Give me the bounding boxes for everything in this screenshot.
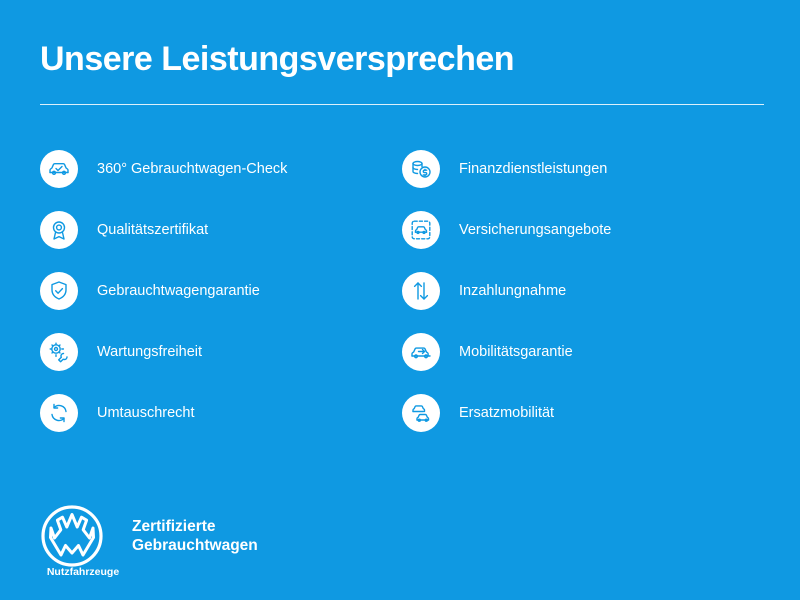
list-item[interactable] [40, 211, 402, 249]
list-item-label: Ersatzmobilität [459, 405, 555, 421]
list-item[interactable] [402, 394, 764, 432]
list-item[interactable] [40, 150, 402, 188]
feature-column-left [40, 150, 402, 432]
list-item-label: Wartungsfreiheit [97, 344, 203, 360]
page-title: Unsere Leistungsversprechen [40, 40, 515, 78]
list-item-label: Versicherungsangebote [459, 222, 612, 238]
list-item-label: Mobilitätsgarantie [459, 344, 573, 360]
coins-document-icon [402, 150, 440, 188]
list-item[interactable] [402, 333, 764, 371]
title-divider [40, 104, 764, 105]
up-down-arrows-icon [402, 272, 440, 310]
exchange-arrows-icon [40, 394, 78, 432]
footer-headline-line1: Zertifizierte [132, 517, 216, 535]
list-item[interactable] [402, 211, 764, 249]
feature-column-right [402, 150, 764, 432]
wrench-gear-icon [40, 333, 78, 371]
list-item-label: Finanzdienstleistungen [459, 161, 608, 177]
car-arrow-icon [402, 333, 440, 371]
footer-headline-line2: Gebrauchtwagen [132, 537, 258, 554]
list-item-label: 360° Gebrauchtwagen-Check [97, 161, 288, 177]
list-item[interactable] [40, 333, 402, 371]
list-item-label: Inzahlungnahme [459, 283, 567, 299]
list-item-label: Umtauschrecht [97, 405, 195, 421]
list-item[interactable] [402, 150, 764, 188]
list-item[interactable] [40, 272, 402, 310]
vw-logo [40, 504, 120, 578]
car-insurance-icon [402, 211, 440, 249]
footer-headline [132, 517, 258, 556]
list-item[interactable] [40, 394, 402, 432]
list-item-label: Qualitätszertifikat [97, 222, 209, 238]
shield-check-icon [40, 272, 78, 310]
footer-branding [40, 504, 258, 578]
two-cars-icon [402, 394, 440, 432]
award-rosette-icon [40, 211, 78, 249]
list-item-label: Gebrauchtwagengarantie [97, 283, 260, 299]
car-check-icon [40, 150, 78, 188]
feature-columns [40, 150, 764, 432]
vw-logo-subtitle: Nutzfahrzeuge [46, 566, 120, 578]
list-item[interactable] [402, 272, 764, 310]
